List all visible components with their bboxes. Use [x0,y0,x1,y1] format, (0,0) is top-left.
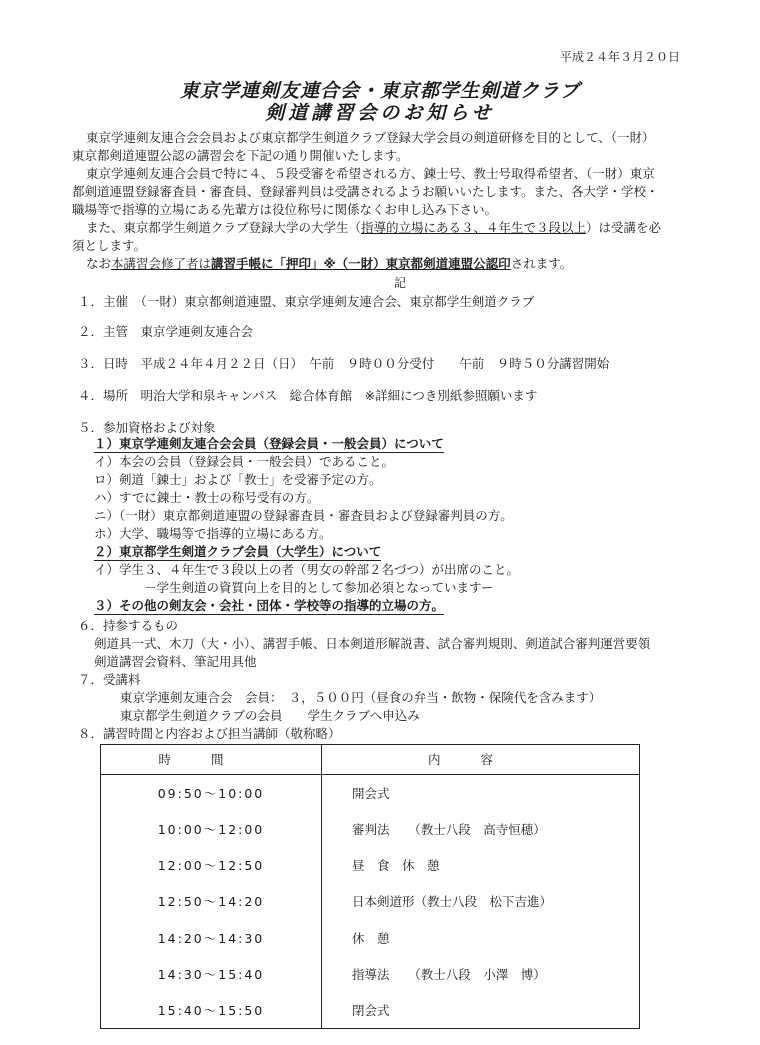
row-content: 日本剣道形（教士八段 松下吉進） [322,883,640,919]
item-5-2-heading-text: ２）東京都学生剣道クラブ会員（大学生）について [94,544,382,559]
item-5-1-d: ニ）（一財）東京都剣道連盟の登録審査員・審査員および登録審判員の方。 [94,508,513,523]
intro-p4-text-a: なお [86,256,112,271]
item-5-3-heading [94,596,444,614]
table-row [101,920,640,956]
row-time: 14:30～15:40 [101,956,322,992]
intro-p2-line1: 東京学連剣友連合会員で特に４、５段受審を希望される方、錬士号、教士号取得希望者、（一財）東京 [86,166,655,181]
row-content: 審判法 （教士八段 高寺恒穂） [322,811,640,847]
intro-p3-line1 [86,218,661,236]
row-content: 閉会式 [322,992,640,1029]
table-row [101,847,640,883]
table-row [101,774,640,811]
intro-p1-line2: 東京都剣道連盟公認の講習会を下記の通り開催いたします。 [72,148,409,163]
item-6-bring: ６．持参するもの [78,618,179,633]
table-row [101,811,640,847]
intro-p3-text-c: ）は受講を必 [586,220,662,235]
item-5-1-heading-text: １）東京学連剣友連合会会員（登録会員・一般会員）について [94,436,444,451]
row-time: 15:40～15:50 [101,992,322,1029]
item-5-1-heading [94,434,444,452]
table-row [101,883,640,919]
intro-p3-line2: 須とします。 [72,238,147,253]
intro-p2-line3: 職場等で指導的立場にある先輩方は役位称号に関係なくお申し込み下さい。 [72,202,498,217]
item-6-list-1: 剣道具一式、木刀（大・小）、講習手帳、日本剣道形解説書、試合審判規則、剣道試合審判運営要領 [94,636,651,651]
header-content: 内容 [322,745,640,775]
item-8-schedule: ８．講習時間と内容および担当講師（敬称略） [78,726,341,741]
item-2-organizer: ２．主管 東京学連剣友連合会 [78,324,254,339]
row-time: 14:20～14:30 [101,920,322,956]
item-5-1-a: イ）本会の会員（登録会員・一般会員）であること。 [94,454,395,469]
row-time: 12:00～12:50 [101,847,322,883]
item-5-1-e: ホ）大学、職場等で指導的立場にある方。 [94,526,332,541]
item-5-1-b: ロ）剣道「錬士」および「教士」を受審予定の方。 [94,472,382,487]
row-time: 09:50～10:00 [101,774,322,811]
item-5-2-note: －学生剣道の資質向上を目的として参加必須となっていますー [144,580,494,595]
item-1-host: １．主催 （一財）東京都剣道連盟、東京学連剣友連合会、東京都学生剣道クラブ [78,294,535,309]
intro-p4-bold: 講習手帳に「押印」※（一財）東京都剣道連盟公認印 [211,256,511,271]
row-content: 昼 食 休 憩 [322,847,640,883]
intro-p3-text-a: また、東京都学生剣道クラブ登録大学の大学生（ [86,220,362,235]
item-5-eligibility: ５．参加資格および対象 [78,420,216,435]
row-content: 開会式 [322,774,640,811]
item-5-1-c: ハ）すでに錬士・教士の称号受有の方。 [94,490,320,505]
title-line-2: 剣道講習会のお知らせ [265,102,495,124]
item-6-list-2: 剣道講習会資料、筆記用具他 [94,654,257,669]
item-7-fee-student: 東京都学生剣道クラブの会員 学生クラブへ申込み [120,708,420,723]
item-5-2-a: イ）学生３、４年生で３段以上の者（男女の幹部２名づつ）が出席のこと。 [94,562,520,577]
row-time: 10:00～12:00 [101,811,322,847]
item-5-3-heading-text: ３）その他の剣友会・会社・団体・学校等の指導的立場の方。 [94,598,445,613]
schedule-header-row [101,745,640,775]
row-time: 12:50～14:20 [101,883,322,919]
header-time: 時間 [101,745,322,775]
item-5-2-heading [94,542,381,560]
document-date: 平成２４年３月２０日 [560,50,681,64]
intro-p4-text-d: されます。 [510,256,573,271]
intro-p1-line1: 東京学連剣友連合会会員および東京都学生剣道クラブ登録大学会員の剣道研修を目的として、（一財） [86,130,655,145]
title-line-1: 東京学連剣友連合会・東京都学生剣道クラブ [179,80,580,102]
intro-p3-emphasis: 指導的立場にある３、４年生で３段以上 [361,220,587,235]
schedule-table [100,744,640,1029]
item-7-fee-member: 東京学連剣友連合会 会員： ３，５００円（昼食の弁当・飲物・保険代を含みます） [120,690,602,705]
row-content: 指導法 （教士八段 小澤 博） [322,956,640,992]
item-4-venue: ４．場所 明治大学和泉キャンパス 総合体育館 ※詳細につき別紙参照願います [78,388,538,403]
row-content: 休 憩 [322,920,640,956]
intro-p2-line2: 都剣道連盟登録審査員・審査員、登録審判員は受講されるようお願いいたします。また、各大学・学校・ [72,184,659,199]
ki-heading: 記 [393,276,406,290]
item-3-datetime: ３．日時 平成２４年４月２２日（日） 午前 ９時００分受付 午前 ９時５０分講習開始 [78,356,610,371]
table-row [101,956,640,992]
item-7-fee: ７．受講料 [78,672,141,687]
intro-p4-underlined: 本講習会修了者は [111,256,212,271]
table-row [101,992,640,1029]
intro-p4 [86,254,572,272]
